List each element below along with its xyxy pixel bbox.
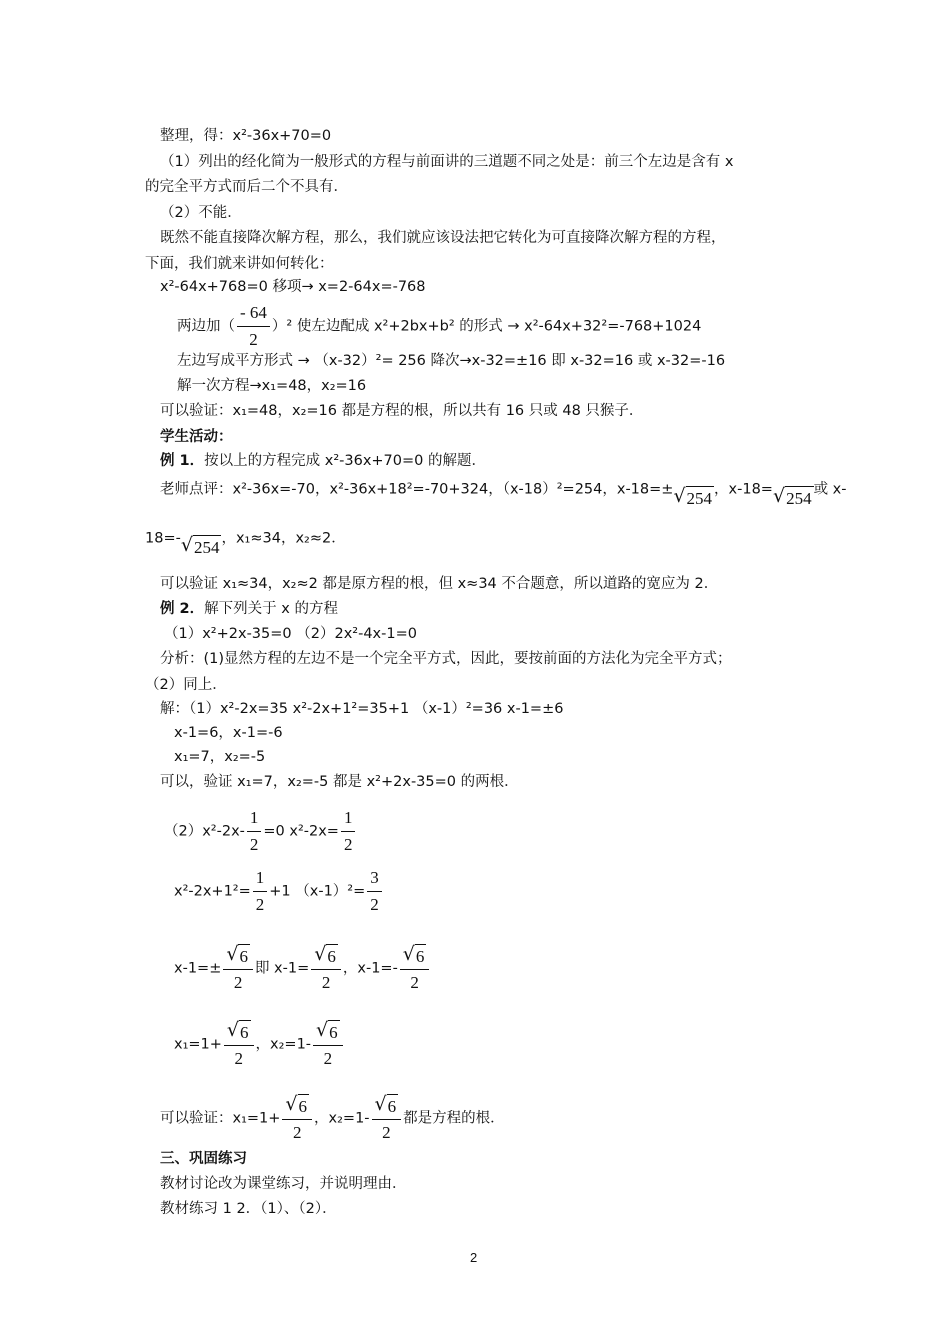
fraction (224, 1019, 254, 1070)
line-note-1-cont: 的完全平方式而后二个不具有． (145, 179, 348, 195)
square-root (375, 1094, 399, 1117)
fraction-numerator: 1 (253, 867, 268, 892)
radicand: 6 (326, 944, 338, 967)
radicand: 6 (298, 1094, 310, 1117)
text-segment: （2）x²-2x- (164, 823, 245, 840)
fraction-denominator: 2 (292, 1122, 302, 1142)
text-segment: ）² 使左边配成 x²+2bx+b² 的形式 → x²-64x+32²=-768+1024 (271, 318, 702, 335)
text-segment: ，x₂=1- (255, 1036, 312, 1053)
line-textbook-discussion: 教材讨论改为课堂练习，并说明理由． (160, 1176, 407, 1192)
radicand: 6 (239, 1020, 251, 1043)
radical-sign: √ (314, 942, 327, 965)
square-root (227, 1020, 251, 1043)
line-solve-linear: 解一次方程→x₁=48，x₂=16 (177, 378, 367, 394)
line-add-both-sides (177, 302, 701, 351)
line-note-1: （1）列出的经化简为一般形式的方程与前面讲的三道题不同之处是：前三个左边是含有 x (160, 154, 734, 170)
fraction-numerator (311, 943, 341, 970)
line-note-2: （2）不能． (160, 205, 242, 221)
fraction-numerator: 1 (247, 807, 262, 832)
radicand: 6 (415, 944, 427, 967)
text-segment: 两边加（ (177, 318, 235, 335)
radical-sign: √ (673, 485, 686, 507)
fraction-denominator: 2 (370, 895, 379, 914)
fraction (400, 943, 430, 994)
line-organize: 整理，得：x²-36x+70=0 (160, 128, 332, 144)
line-transition-cont: 下面，我们就来讲如何转化： (145, 256, 334, 272)
text-segment: ，x₂=1- (314, 1110, 370, 1127)
fraction-numerator (313, 1019, 343, 1046)
square-root (226, 944, 250, 967)
text-segment: x²-2x+1²= (174, 883, 251, 900)
square-root (673, 486, 714, 509)
text-segment: ，x-18= (714, 481, 773, 498)
line-verify-2 (160, 1093, 505, 1144)
line-square-form: 左边写成平方形式 → （x-32）²= 256 降次→x-32=±16 即 x-32=16 或 x-32=-16 (177, 353, 726, 369)
text-segment: 可以验证：x₁=1+ (160, 1110, 281, 1127)
text-segment: 18=- (145, 530, 181, 547)
text-segment: ，x-1=- (342, 960, 398, 977)
radicand: 6 (387, 1094, 399, 1117)
fraction-numerator (223, 943, 253, 970)
radical-sign: √ (374, 1092, 387, 1115)
fraction-denominator: 2 (233, 972, 243, 992)
fraction (253, 867, 268, 916)
text-segment: 或 x- (813, 481, 847, 498)
radical-sign: √ (180, 534, 193, 556)
line-analysis-cont: （2）同上． (145, 677, 227, 693)
fraction (247, 807, 262, 856)
fraction-denominator: 2 (410, 972, 419, 992)
radical-sign: √ (772, 485, 786, 507)
line-textbook-exercise: 教材练习 1 2．（1）、（2）． (160, 1201, 337, 1217)
text-segment: =0 x²-2x= (263, 823, 339, 840)
example-label: 例 1． (160, 453, 205, 469)
fraction-numerator: 1 (341, 807, 356, 832)
fraction (341, 807, 356, 856)
line-verify-monkeys: 可以验证：x₁=48，x₂=16 都是方程的根，所以共有 16 只或 48 只猴子． (160, 403, 644, 419)
line-solution-2 (164, 807, 357, 856)
line-example-2 (160, 599, 338, 619)
heading-consolidation: 三、巩固练习 (160, 1151, 247, 1167)
text-segment: 都是方程的根． (403, 1110, 505, 1127)
radical-sign: √ (316, 1018, 329, 1041)
line-move-term: x²-64x+768=0 移项→ x=2-64x=-768 (160, 279, 426, 295)
line-verify-road: 可以验证 x₁≈34，x₂≈2 都是原方程的根，但 x≈34 不合题意，所以道路的宽应为 2． (160, 576, 719, 592)
text-segment: 即 x-1= (254, 960, 310, 977)
fraction-numerator (400, 943, 430, 970)
radical-sign: √ (226, 942, 239, 965)
text-segment: ，x₁≈34，x₂≈2． (221, 530, 346, 547)
line-example-1 (160, 451, 486, 471)
text-segment: x₁=1+ (174, 1036, 222, 1053)
fraction-denominator: 2 (249, 330, 258, 349)
example-label: 例 2． (160, 601, 205, 617)
fraction-denominator: 2 (249, 835, 259, 854)
fraction-denominator: 2 (321, 972, 331, 992)
fraction (372, 1093, 402, 1144)
heading-student-activity: 学生活动： (160, 429, 233, 445)
fraction (237, 302, 270, 351)
fraction-numerator (372, 1093, 402, 1120)
fraction-numerator (282, 1093, 312, 1120)
fraction (313, 1019, 343, 1070)
line-verify-1: 可以，验证 x₁=7，x₂=-5 都是 x²+2x-35=0 的两根． (160, 774, 519, 790)
line-solution-1-step: x-1=6，x-1=-6 (174, 725, 283, 741)
fraction (282, 1093, 312, 1144)
line-equations: （1）x²+2x-35=0 （2）2x²-4x-1=0 (164, 626, 417, 642)
radical-sign: √ (402, 942, 415, 965)
fraction (367, 867, 382, 916)
square-root (285, 1094, 309, 1117)
text-segment: x-1=± (174, 960, 222, 977)
fraction-denominator: 2 (255, 895, 265, 914)
page-number: 2 (470, 1250, 478, 1265)
fraction-denominator: 2 (323, 1048, 333, 1068)
square-root (314, 944, 338, 967)
text-segment: 老师点评：x²-36x=-70，x²-36x+18²=-70+324，（x-18）²=254，x-18=± (160, 481, 674, 498)
fraction-numerator (224, 1019, 254, 1046)
text-segment: 解下列关于 x 的方程 (204, 601, 338, 617)
line-transition: 既然不能直接降次解方程，那么，我们就应该设法把它转化为可直接降次解方程的方程， (160, 230, 726, 246)
line-solution-1: 解：（1）x²-2x=35 x²-2x+1²=35+1 （x-1）²=36 x-1=±6 (160, 701, 564, 717)
text-segment: +1 （x-1）²= (269, 883, 366, 900)
radical-sign: √ (226, 1018, 240, 1041)
fraction (311, 943, 341, 994)
square-root (181, 535, 222, 558)
text-segment: 按以上的方程完成 x²-36x+70=0 的解题． (204, 453, 486, 469)
fraction-denominator: 2 (382, 1122, 391, 1142)
radicand: 6 (238, 944, 250, 967)
fraction-denominator: 2 (234, 1048, 243, 1068)
fraction-numerator: 3 (367, 867, 382, 892)
radicand: 254 (785, 486, 814, 509)
radicand: 6 (328, 1020, 340, 1043)
line-solution-2-sqrt (174, 943, 431, 994)
line-teacher-comment (160, 478, 847, 508)
radical-sign: √ (285, 1092, 298, 1115)
fraction-numerator: - 64 (237, 302, 270, 327)
radicand: 254 (686, 486, 715, 509)
fraction-denominator: 2 (343, 835, 353, 854)
line-analysis: 分析：(1)显然方程的左边不是一个完全平方式，因此，要按前面的方法化为完全平方式； (160, 651, 732, 667)
square-root (773, 486, 814, 509)
fraction (223, 943, 253, 994)
line-solution-2-roots (174, 1019, 345, 1070)
square-root (403, 944, 427, 967)
radicand: 254 (193, 535, 222, 558)
square-root (316, 1020, 340, 1043)
line-teacher-comment-cont (145, 527, 346, 557)
line-solution-2-complete (174, 867, 384, 916)
line-solution-1-roots: x₁=7，x₂=-5 (174, 749, 266, 765)
